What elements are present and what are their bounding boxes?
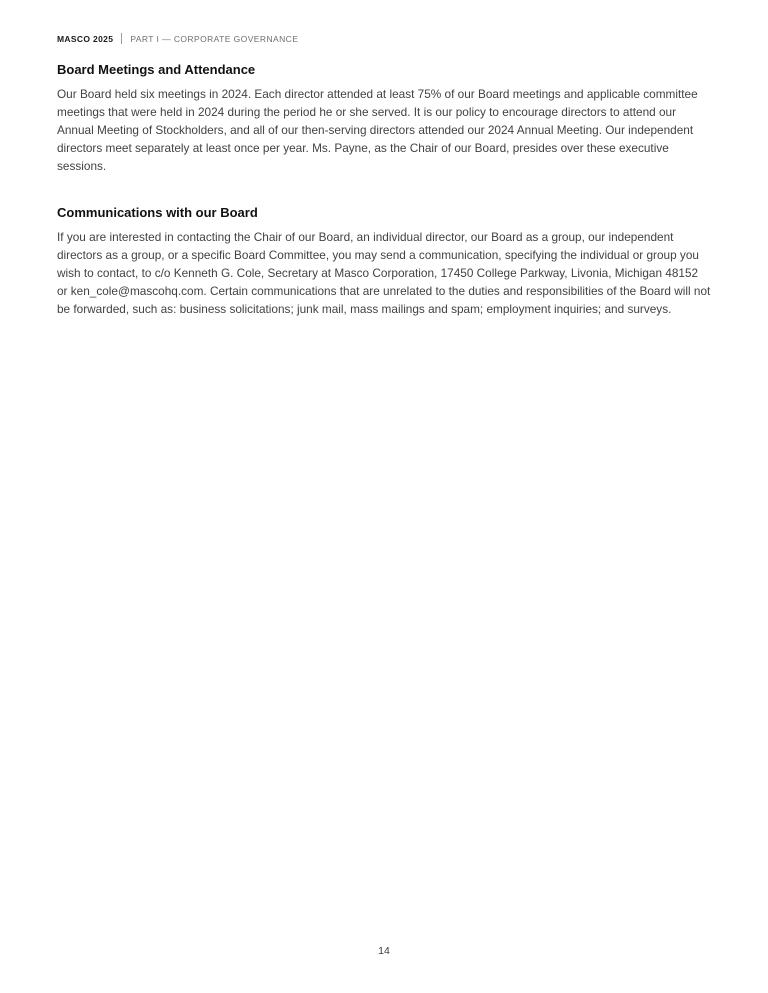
communications-heading: Communications with our Board bbox=[57, 204, 258, 220]
section-spacer bbox=[57, 175, 711, 205]
page-footer bbox=[0, 941, 768, 959]
board-meetings-heading: Board Meetings and Attendance bbox=[57, 62, 256, 77]
brand-label: MASCO 2025 bbox=[57, 33, 114, 44]
header-section-label: PART I — CORPORATE GOVERNANCE bbox=[130, 33, 299, 44]
header-separator bbox=[121, 33, 122, 44]
section-communications bbox=[57, 205, 711, 318]
board-meetings-body: Our Board held six meetings in 2024. Each director attended at least 75% of our Board meetings and applicable committee meetings that were held in 2024 during the period he or she served. It is our policy to encourage directors to attend our Annual Meeting of Stockholders, and all of our then-serving directors attended our 2024 Annual Meeting. Our independent directors meet separately at least once per year. Ms. Payne, as the Chair of our Board, presides over these executive sessions. bbox=[57, 86, 698, 173]
section-board-meetings bbox=[57, 62, 711, 175]
page-number: 14 bbox=[378, 945, 390, 957]
communications-body: If you are interested in contacting the Chair of our Board, an individual director, our Board as a group, our independent directors as a group, or a specific Board Committee, you may send a communication, specifying the individual or group you wish to contact, to c/o Kenneth G. Cole, Secretary at Masco Corporation, 17450 College Parkway, Livonia, Michigan 48152 or ken_cole@mascohq.com. Certain communications that are unrelated to the duties and responsibilities of the Board will not be forwarded, such as: business solicitations; junk mail, mass mailings and spam; employment inquiries; and surveys. bbox=[57, 229, 711, 316]
page-header bbox=[57, 33, 711, 44]
